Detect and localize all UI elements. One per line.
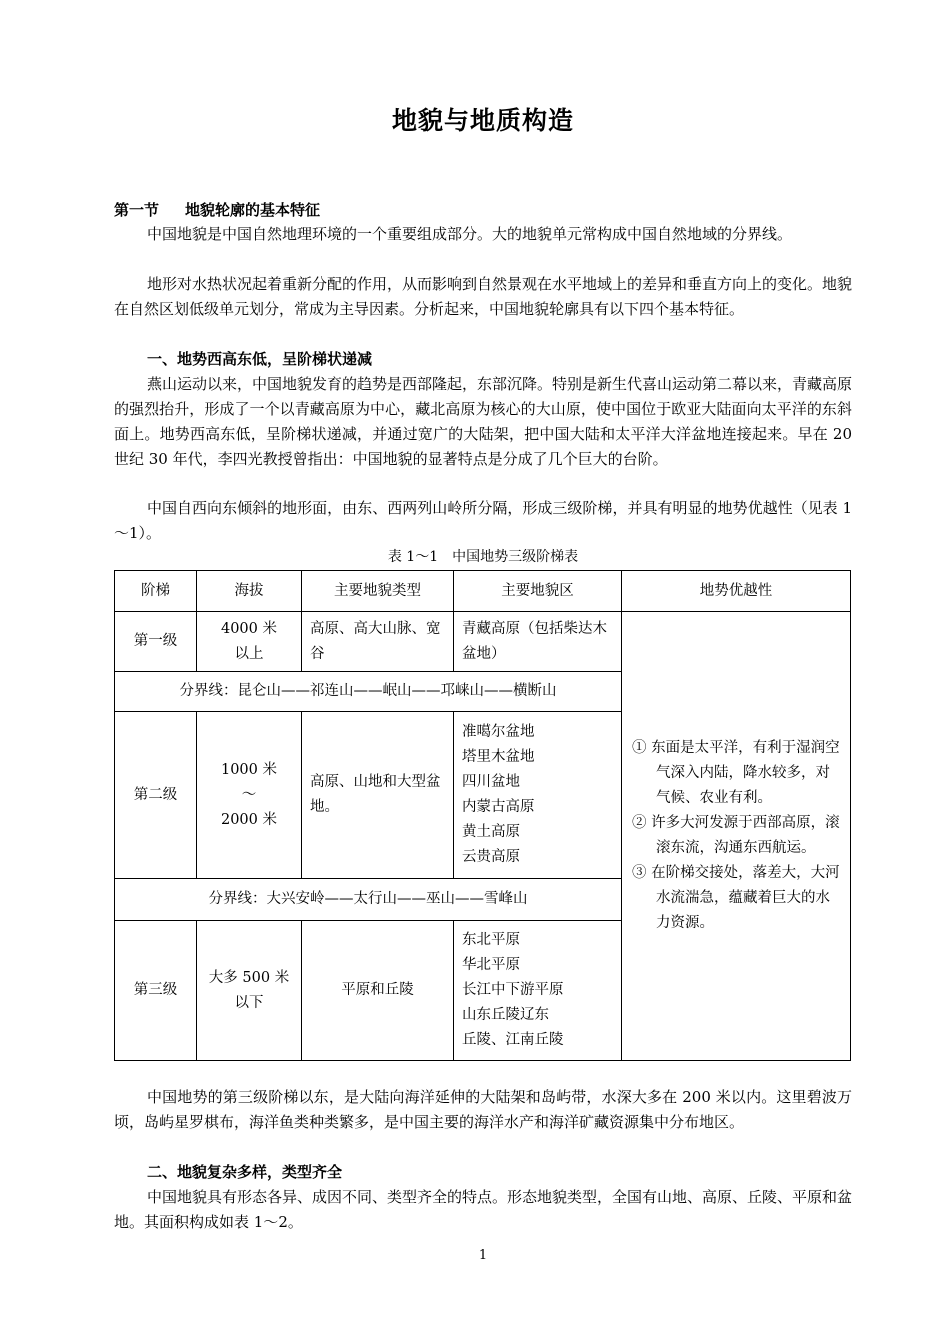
section-title: 地貌轮廓的基本特征 xyxy=(185,201,321,219)
region-item: 准噶尔盆地 xyxy=(462,724,535,740)
region-item: 四川盆地 xyxy=(462,774,520,790)
landform-region-cell: 青藏高原（包括柴达木盆地） xyxy=(454,612,622,672)
page-number: 1 xyxy=(478,1248,488,1263)
boundary-line-2: 分界线：大兴安岭——太行山——巫山——雪峰山 xyxy=(115,879,622,921)
advantage-item: ① 东面是太平洋，有利于湿润空气深入内陆，降水较多，对气候、农业有利。 xyxy=(632,740,840,806)
landform-region-cell xyxy=(454,712,622,879)
region-item: 长江中下游平原 xyxy=(462,982,564,998)
region-item: 塔里木盆地 xyxy=(462,749,535,765)
boundary-line-1: 分界线：昆仑山——祁连山——岷山——邛崃山——横断山 xyxy=(115,672,622,712)
landform-type-cell: 平原和丘陵 xyxy=(302,921,454,1061)
step-cell: 第一级 xyxy=(115,612,197,672)
section-heading xyxy=(114,199,320,221)
table-caption xyxy=(114,547,852,567)
advantage-cell xyxy=(622,612,851,1061)
subheading-2: 二、地貌复杂多样，类型齐全 xyxy=(147,1163,343,1181)
document-title: 地貌与地质构造 xyxy=(391,106,574,135)
landform-region-cell xyxy=(454,921,622,1061)
intro-paragraph-1: 中国地貌是中国自然地理环境的一个重要组成部分。大的地貌单元常构成中国自然地域的分界线。 xyxy=(147,225,793,243)
header-step: 阶梯 xyxy=(115,571,197,612)
table-caption-number: 表 1～1 xyxy=(387,549,439,565)
header-advantage: 地势优越性 xyxy=(622,571,851,612)
header-landform-type: 主要地貌类型 xyxy=(302,571,454,612)
paragraph-5: 中国地势的第三级阶梯以东，是大陆向海洋延伸的大陆架和岛屿带，水深大多在 200 米以内。这里碧波万顷，岛屿星罗棋布，海洋鱼类种类繁多，是中国主要的海洋水产和海洋矿藏资源集中分布地区。 xyxy=(114,1088,852,1131)
table-header-row xyxy=(115,571,851,612)
region-item: 东北平原 xyxy=(462,932,520,948)
paragraph-3: 燕山运动以来，中国地貌发育的趋势是西部隆起，东部沉降。特别是新生代喜山运动第二幕以来，青藏高原的强烈抬升，形成了一个以青藏高原为中心，藏北高原为核心的大山原，使中国位于欧亚大陆面向太平洋的东斜面上。地势西高东低，呈阶梯状递减，并通过宽广的大陆架，把中国大陆和太平洋大洋盆地连接起来。早在 20 世纪 30 年代，李四光教授曾指出：中国地貌的显著特点是分成了几个巨大的台阶。 xyxy=(114,375,853,468)
step-cell: 第三级 xyxy=(115,921,197,1061)
altitude-cell: 大多 500 米 以下 xyxy=(197,921,302,1061)
header-altitude: 海拔 xyxy=(197,571,302,612)
landform-type-cell: 高原、山地和大型盆地。 xyxy=(302,712,454,879)
region-item: 山东丘陵辽东 xyxy=(462,1007,549,1023)
region-item: 内蒙古高原 xyxy=(462,799,535,815)
region-item: 云贵高原 xyxy=(462,849,520,865)
subheading-1: 一、地势西高东低，呈阶梯状递减 xyxy=(147,350,373,368)
altitude-cell: 1000 米 ～ 2000 米 xyxy=(197,712,302,879)
paragraph-6: 中国地貌具有形态各异、成因不同、类型齐全的特点。形态地貌类型，全国有山地、高原、丘陵、平原和盆地。其面积构成如表 1～2。 xyxy=(114,1188,853,1231)
terrain-steps-table xyxy=(114,570,851,1061)
region-item: 华北平原 xyxy=(462,957,520,973)
advantage-item: ③ 在阶梯交接处，落差大，大河水流湍急，蕴藏着巨大的水力资源。 xyxy=(632,865,840,931)
region-item: 丘陵、江南丘陵 xyxy=(462,1032,564,1048)
altitude-cell: 4000 米 以上 xyxy=(197,612,302,672)
region-item: 黄土高原 xyxy=(462,824,520,840)
landform-type-cell: 高原、高大山脉、宽谷 xyxy=(302,612,454,672)
advantage-item: ② 许多大河发源于西部高原，滚滚东流，沟通东西航运。 xyxy=(632,815,840,856)
table-caption-title: 中国地势三级阶梯表 xyxy=(452,549,579,565)
step-cell: 第二级 xyxy=(115,712,197,879)
table-row xyxy=(115,612,851,672)
intro-paragraph-2: 地形对水热状况起着重新分配的作用，从而影响到自然景观在水平地域上的差异和垂直方向上的变化。地貌在自然区划低级单元划分，常成为主导因素。分析起来，中国地貌轮廓具有以下四个基本特征。 xyxy=(114,275,853,318)
section-number: 第一节 xyxy=(114,201,160,219)
header-landform-region: 主要地貌区 xyxy=(454,571,622,612)
paragraph-4: 中国自西向东倾斜的地形面，由东、西两列山岭所分隔，形成三级阶梯，并具有明显的地势优越性（见表 1～1）。 xyxy=(114,499,852,542)
